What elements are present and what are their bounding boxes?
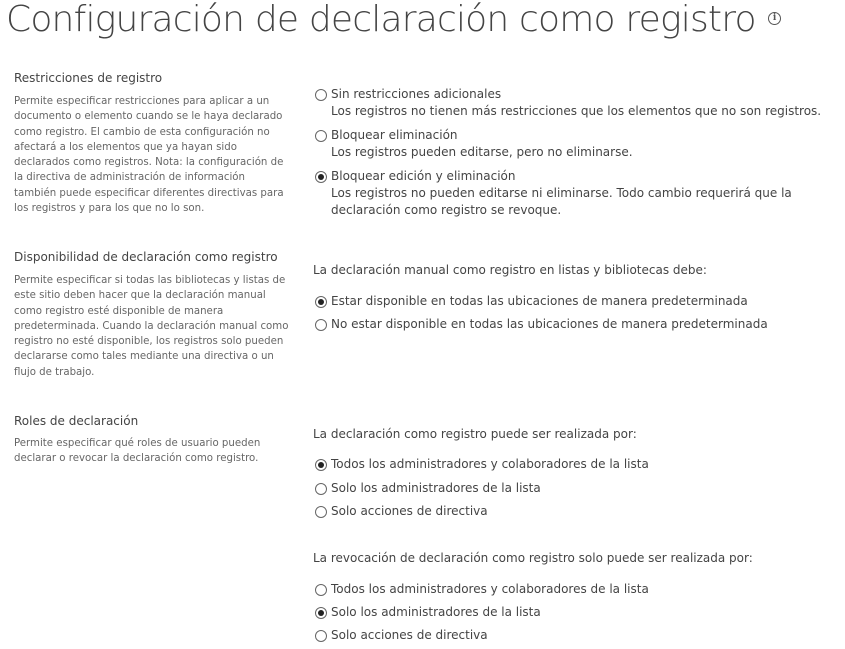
restriction-block-edit-delete-radio[interactable]	[315, 171, 327, 183]
declare-all-label: Todos los administradores y colaboradores de la lista	[331, 457, 649, 471]
restriction-none-description: Los registros no tienen más restricciones que los elementos que no son registros.	[331, 104, 822, 118]
declare-admins-radio[interactable]	[315, 483, 327, 495]
restrictions-section-description: Permite especificar restricciones para aplicar a un documento o elemento cuando se le haya declarado como registro. El cambio de esta configuración no afectará a los elementos que ya hayan sido declarados como registros. Nota: la configuración de la directiva de administración de información también puede especificar diferentes directivas para los registros y para los que no lo son.	[14, 96, 284, 215]
declare-admins-label: Solo los administradores de la lista	[331, 481, 541, 495]
revoke-all-radio[interactable]	[315, 584, 327, 596]
availability-section-description: Permite especificar si todas las bibliotecas y listas de este sitio deben hacer que la declaración manual como registro esté disponible de manera predeterminada. Cuando la declaración manual como registro no esté disponible, los registros solo pueden declararse como tales mediante una directiva o un flujo de trabajo.	[14, 275, 289, 378]
revoke-option-policy[interactable]	[315, 628, 488, 642]
roles-section-description: Permite especificar qué roles de usuario pueden declarar o revocar la declaración como registro.	[14, 438, 261, 465]
declare-roles-prompt: La declaración como registro puede ser realizada por:	[313, 427, 637, 441]
page-title	[6, 0, 781, 42]
availability-option-not-available[interactable]	[315, 317, 768, 331]
declare-all-radio[interactable]	[315, 459, 327, 471]
roles-section-title: Roles de declaración	[14, 414, 139, 428]
restriction-block-delete-label: Bloquear eliminación	[331, 128, 458, 142]
availability-section-title: Disponibilidad de declaración como registro	[14, 250, 278, 264]
restriction-block-edit-delete-description: Los registros no pueden editarse ni eliminarse. Todo cambio requerirá que la declaración como registro se revoque.	[331, 186, 792, 217]
availability-option-available[interactable]	[315, 294, 748, 308]
availability-not-available-label: No estar disponible en todas las ubicaciones de manera predeterminada	[331, 317, 768, 331]
revoke-admins-label: Solo los administradores de la lista	[331, 605, 541, 619]
revoke-policy-radio[interactable]	[315, 630, 327, 642]
restriction-none-radio[interactable]	[315, 89, 327, 101]
availability-prompt: La declaración manual como registro en listas y bibliotecas debe:	[313, 263, 707, 277]
revoke-policy-label: Solo acciones de directiva	[331, 628, 488, 642]
revoke-all-label: Todos los administradores y colaboradores de la lista	[331, 582, 649, 596]
declare-option-policy[interactable]	[315, 504, 488, 518]
restriction-block-delete-radio[interactable]	[315, 130, 327, 142]
restriction-option-block-delete[interactable]	[315, 128, 845, 161]
revoke-option-all[interactable]	[315, 582, 649, 596]
declare-policy-radio[interactable]	[315, 506, 327, 518]
revoke-option-admins[interactable]	[315, 605, 541, 619]
restriction-block-delete-description: Los registros pueden editarse, pero no eliminarse.	[331, 145, 633, 159]
restrictions-section-title: Restricciones de registro	[14, 71, 163, 85]
revoke-roles-prompt: La revocación de declaración como registro solo puede ser realizada por:	[313, 551, 753, 565]
availability-available-radio[interactable]	[315, 296, 327, 308]
declare-policy-label: Solo acciones de directiva	[331, 504, 488, 518]
info-icon[interactable]: i	[768, 12, 781, 25]
restriction-option-none[interactable]	[315, 87, 845, 120]
availability-not-available-radio[interactable]	[315, 319, 327, 331]
revoke-admins-radio[interactable]	[315, 607, 327, 619]
restriction-block-edit-delete-label: Bloquear edición y eliminación	[331, 169, 516, 183]
restriction-none-label: Sin restricciones adicionales	[331, 87, 502, 101]
declare-option-admins[interactable]	[315, 481, 541, 495]
declare-option-all[interactable]	[315, 457, 649, 471]
restriction-option-block-edit-delete[interactable]	[315, 169, 845, 219]
availability-available-label: Estar disponible en todas las ubicaciones de manera predeterminada	[331, 294, 748, 308]
page-title-text: Configuración de declaración como registro	[6, 0, 756, 40]
